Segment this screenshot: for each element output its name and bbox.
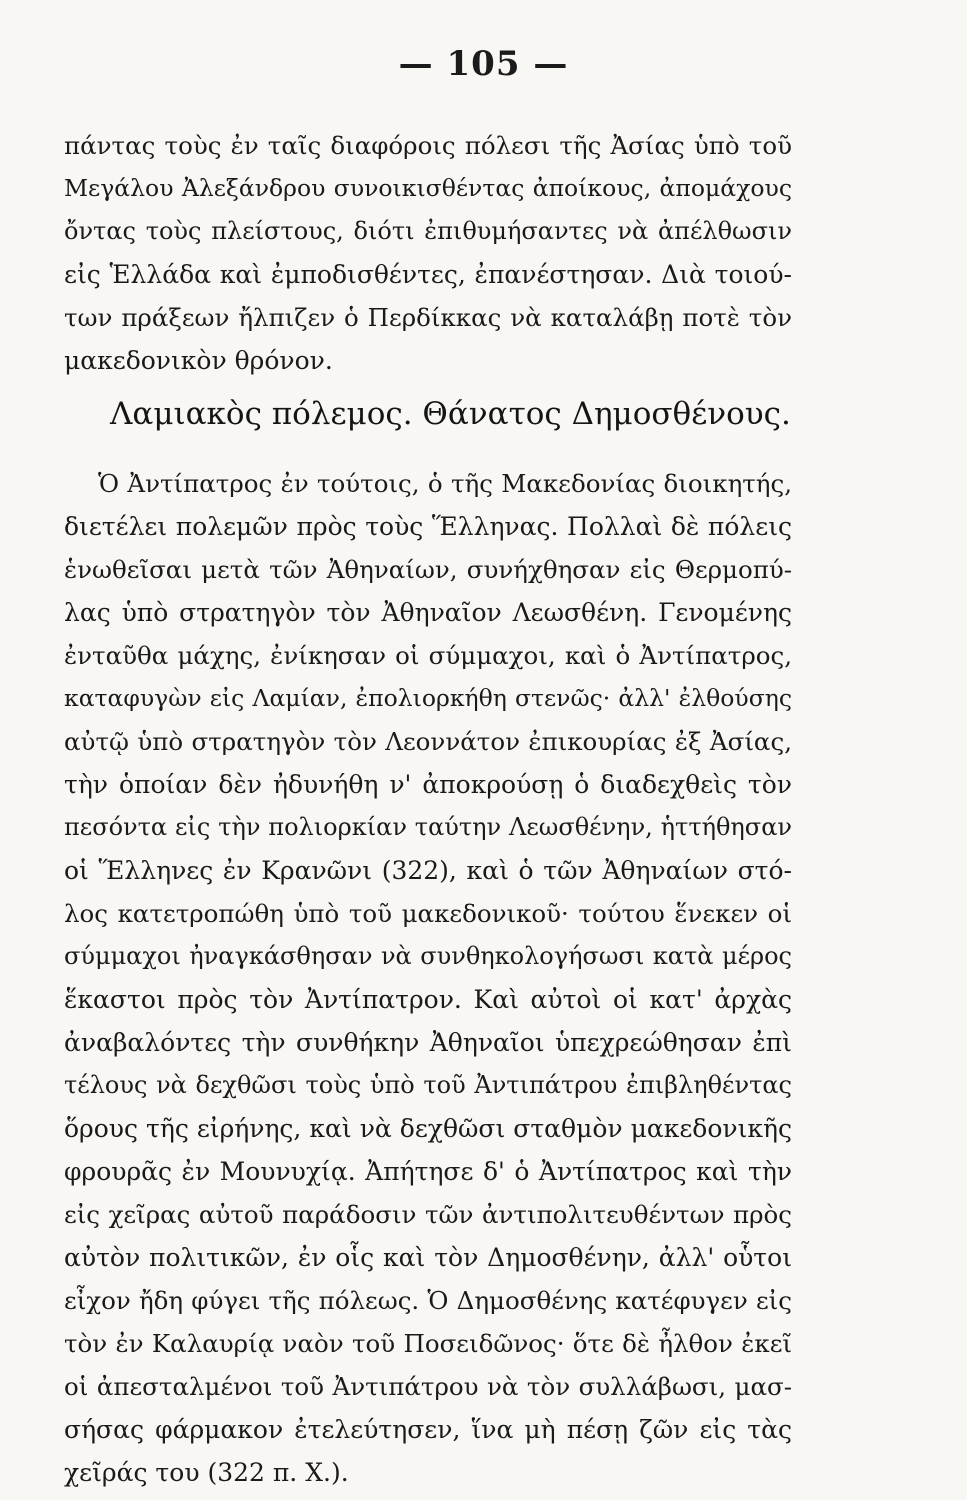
text-line: ὅρους τῆς εἰρήνης, καὶ νὰ δεχθῶσι σταθμὸν μακεδονικῆς xyxy=(64,1114,792,1143)
text-line: σήσας φάρμακον ἐτελεύτησεν, ἵνα μὴ πέσῃ ζῶν εἰς τὰς xyxy=(64,1415,792,1444)
section-paragraph xyxy=(64,462,792,1494)
text-line: ἕκαστοι πρὸς τὸν Ἀντίπατρον. Καὶ αὐτοὶ οἱ κατ' ἀρχὰς xyxy=(64,985,792,1014)
text-line: εἰς χεῖρας αὐτοῦ παράδοσιν τῶν ἀντιπολιτευθέντων πρὸς xyxy=(64,1200,792,1229)
text-line: ἀναβαλόντες τὴν συνθήκην Ἀθηναῖοι ὑπεχρεώθησαν ἐπὶ xyxy=(64,1028,792,1057)
text-line: τὴν ὁποίαν δὲν ἠδυνήθη ν' ἀποκρούσῃ ὁ διαδεχθεὶς τὸν xyxy=(64,770,792,799)
page-number: — 105 — xyxy=(398,44,569,84)
text-line: πάντας τοὺς ἐν ταῖς διαφόροις πόλεσι τῆς Ἀσίας ὑπὸ τοῦ xyxy=(64,131,792,160)
text-line: τὸν ἐν Καλαυρίᾳ ναὸν τοῦ Ποσειδῶνος· ὅτε δὲ ἦλθον ἐκεῖ xyxy=(64,1329,792,1358)
text-line: αὐτὸν πολιτικῶν, ἐν οἷς καὶ τὸν Δημοσθένην, ἀλλ' οὗτοι xyxy=(64,1243,792,1272)
text-line: διετέλει πολεμῶν πρὸς τοὺς Ἕλληνας. Πολλαὶ δὲ πόλεις xyxy=(64,512,792,541)
text-line: καταφυγὼν εἰς Λαμίαν, ἐπολιορκήθη στενῶς· ἀλλ' ἐλθούσης xyxy=(64,684,792,712)
text-line: τέλους νὰ δεχθῶσι τοὺς ὑπὸ τοῦ Ἀντιπάτρου ἐπιβληθέντας xyxy=(64,1071,792,1099)
text-line: εἶχον ἤδη φύγει τῆς πόλεως. Ὁ Δημοσθένης κατέφυγεν εἰς xyxy=(64,1286,792,1315)
text-line: Ὁ Ἀντίπατρος ἐν τούτοις, ὁ τῆς Μακεδονίας διοικητής, xyxy=(98,469,792,498)
text-line: Μεγάλου Ἀλεξάνδρου συνοικισθέντας ἀποίκους, ἀπομάχους xyxy=(64,174,792,202)
text-line: φρουρᾶς ἐν Μουνυχίᾳ. Ἀπήτησε δ' ὁ Ἀντίπατρος καὶ τὴν xyxy=(64,1157,792,1186)
text-line: μακεδονικὸν θρόνον. xyxy=(64,346,333,375)
text-line: σύμμαχοι ἠναγκάσθησαν νὰ συνθηκολογήσωσι κατὰ μέρος xyxy=(64,942,792,970)
text-line: ἐνταῦθα μάχης, ἐνίκησαν οἱ σύμμαχοι, καὶ ὁ Ἀντίπατρος, xyxy=(64,641,792,670)
text-line: ἑνωθεῖσαι μετὰ τῶν Ἀθηναίων, συνήχθησαν εἰς Θερμοπύ- xyxy=(64,555,792,584)
text-line: χεῖράς του (322 π. Χ.). xyxy=(64,1458,349,1487)
text-line: λας ὑπὸ στρατηγὸν τὸν Ἀθηναῖον Λεωσθένη. Γενομένης xyxy=(64,598,792,627)
paragraph-continuation xyxy=(64,124,792,382)
text-line: οἱ ἀπεσταλμένοι τοῦ Ἀντιπάτρου νὰ τὸν συλλάβωσι, μασ- xyxy=(64,1372,792,1401)
text-line: αὐτῷ ὑπὸ στρατηγὸν τὸν Λεοννάτον ἐπικουρίας ἐξ Ἀσίας, xyxy=(64,727,792,756)
text-line: εἰς Ἑλλάδα καὶ ἐμποδισθέντες, ἐπανέστησαν. Διὰ τοιού- xyxy=(64,260,792,289)
text-line: ὄντας τοὺς πλείστους, διότι ἐπιθυμήσαντες νὰ ἀπέλθωσιν xyxy=(64,217,792,245)
text-line: των πράξεων ἤλπιζεν ὁ Περδίκκας νὰ καταλάβῃ ποτὲ τὸν xyxy=(64,303,792,332)
text-line: λος κατετροπώθη ὑπὸ τοῦ μακεδονικοῦ· τούτου ἕνεκεν οἱ xyxy=(64,899,792,928)
section-heading: Λαμιακὸς πόλεμος. Θάνατος Δημοσθένους. xyxy=(110,396,791,432)
text-line: πεσόντα εἰς τὴν πολιορκίαν ταύτην Λεωσθένην, ἡττήθησαν xyxy=(64,813,792,841)
text-line: οἱ Ἕλληνες ἐν Κρανῶνι (322), καὶ ὁ τῶν Ἀθηναίων στό- xyxy=(64,856,792,885)
